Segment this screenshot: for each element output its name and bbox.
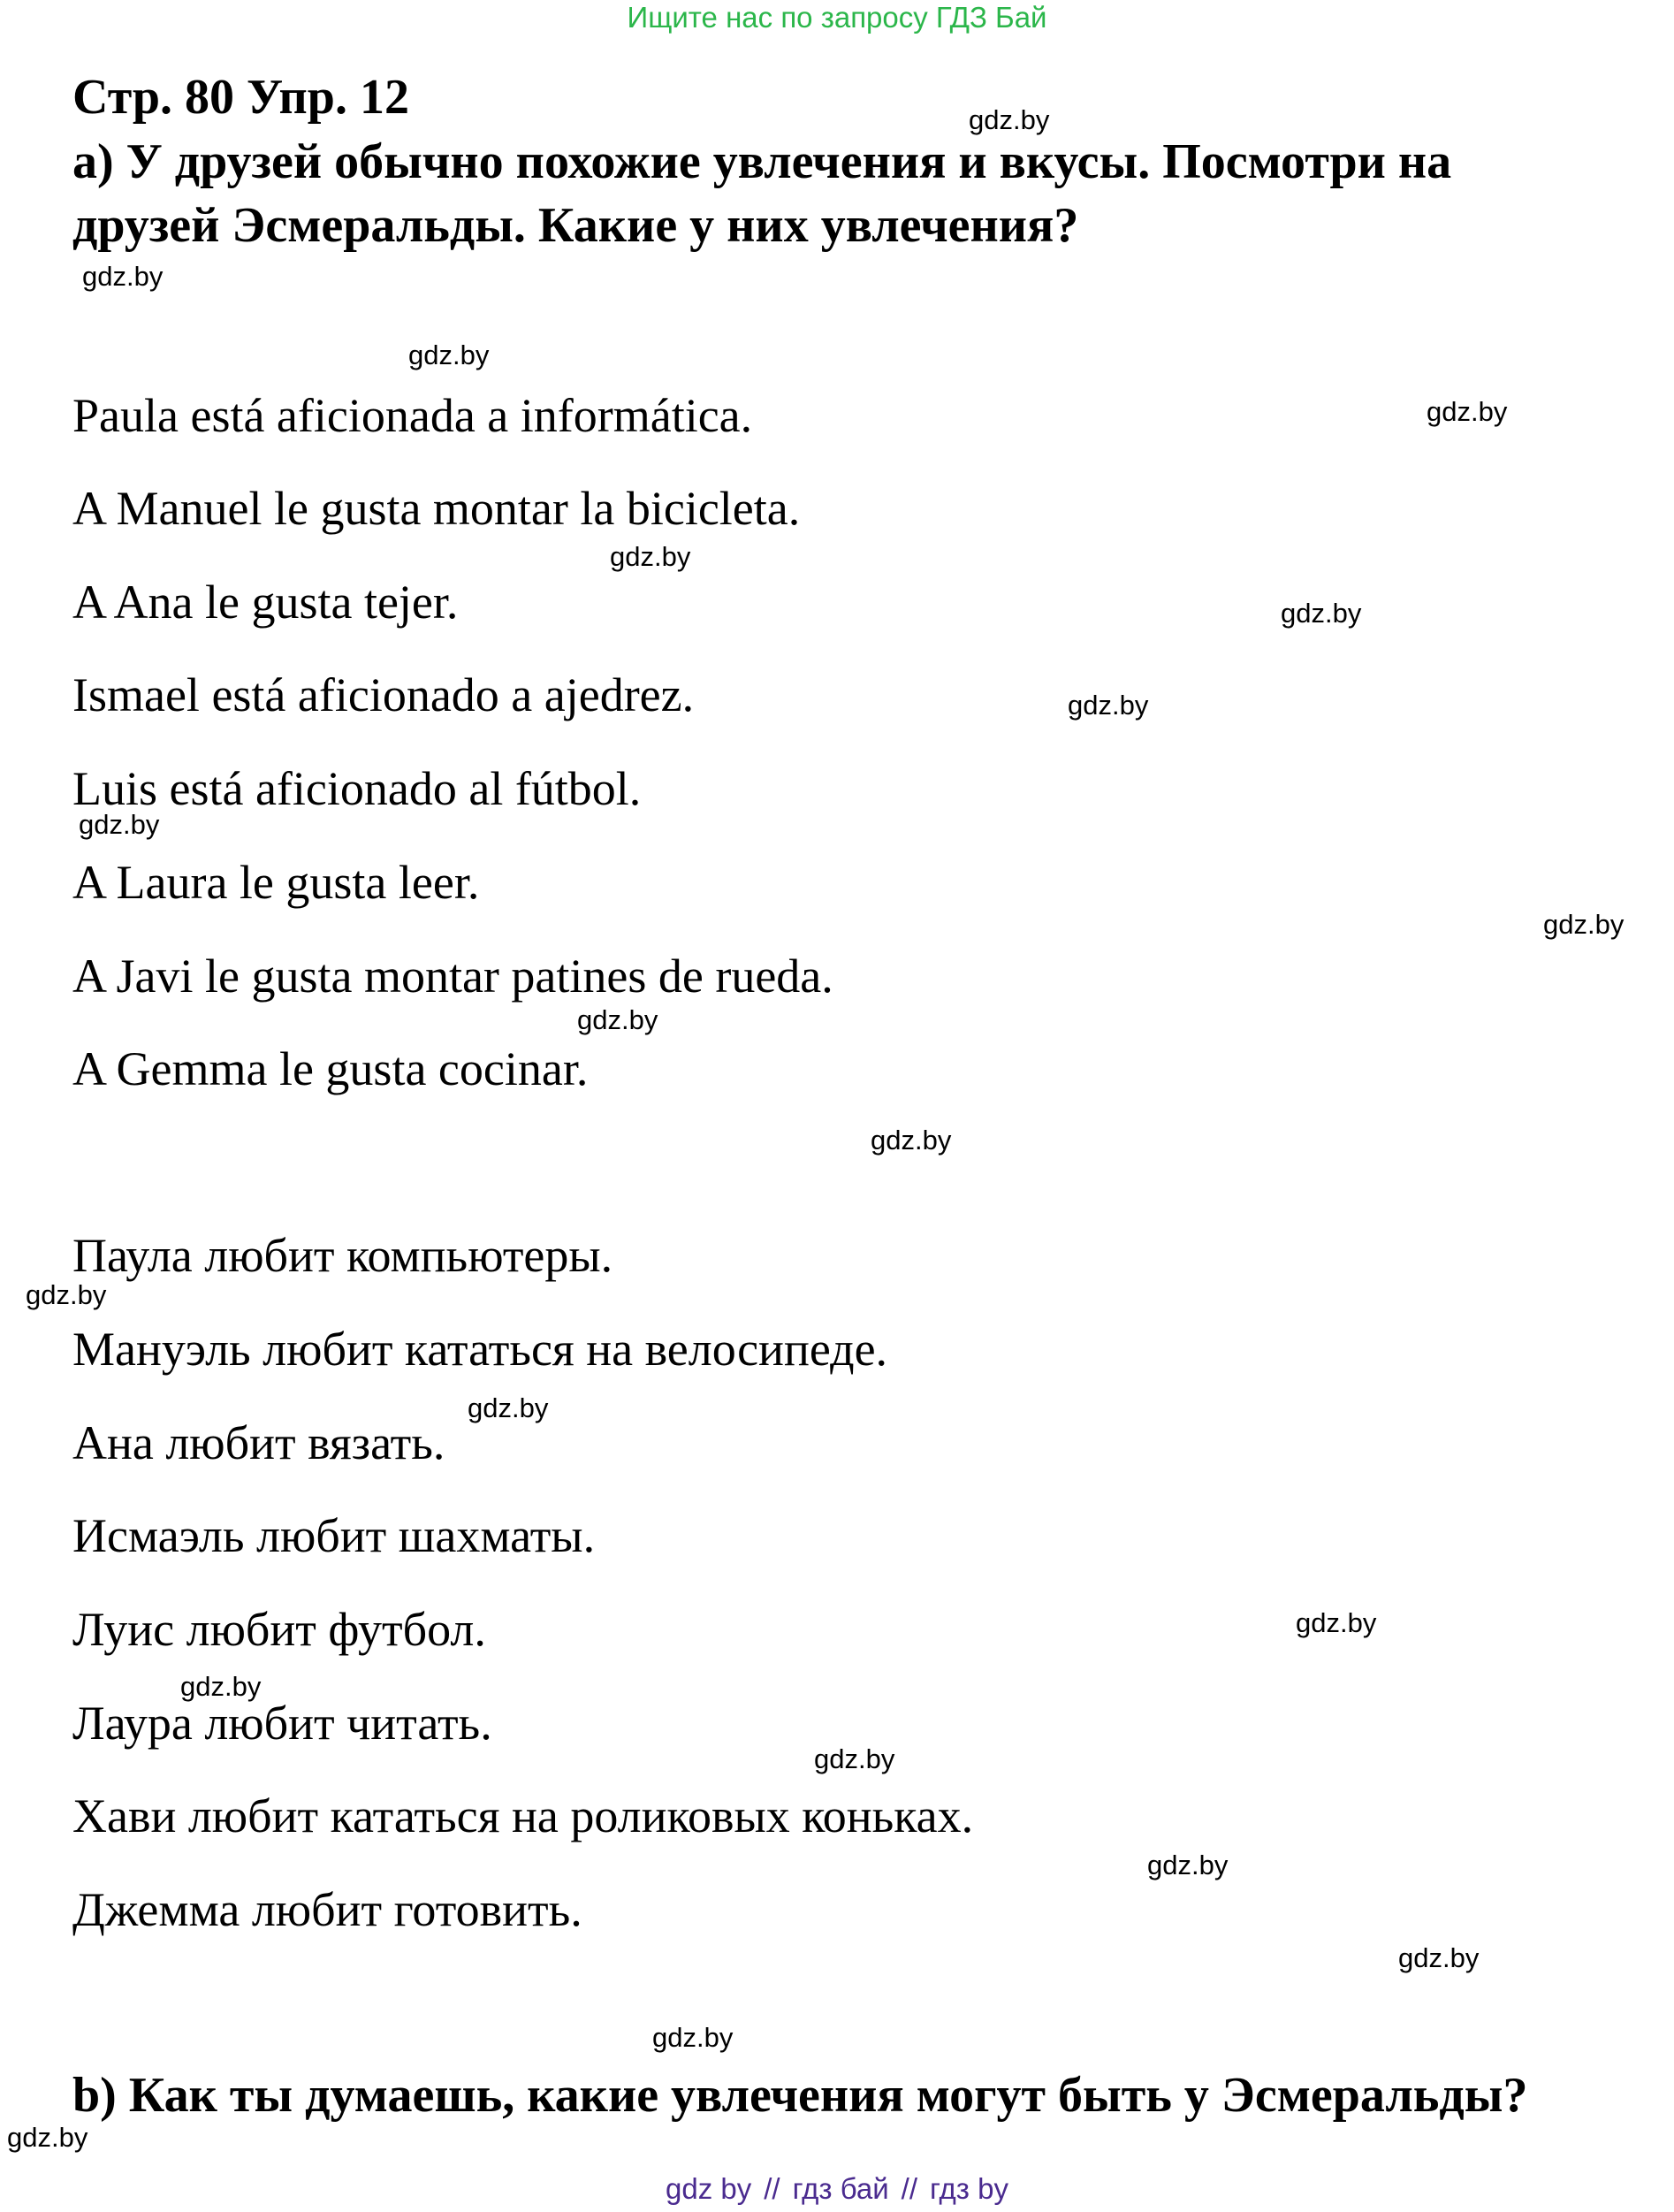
watermark: gdz.by <box>7 2122 88 2153</box>
russian-line: Луис любит футбол. <box>72 1603 486 1656</box>
watermark: gdz.by <box>1427 396 1508 427</box>
watermark: gdz.by <box>1296 1607 1377 1638</box>
russian-line: Лаура любит читать. <box>72 1697 492 1750</box>
spanish-line: A Laura le gusta leer. <box>72 856 480 909</box>
spanish-line: Ismael está aficionado a ajedrez. <box>72 668 695 721</box>
footer-separator: // <box>764 2172 780 2205</box>
spanish-line: A Manuel le gusta montar la bicicleta. <box>72 482 801 535</box>
watermark: gdz.by <box>1281 598 1362 629</box>
watermark: gdz.by <box>871 1125 952 1156</box>
spanish-line: A Javi le gusta montar patines de rueda. <box>72 950 833 1003</box>
watermark: gdz.by <box>26 1279 107 1310</box>
watermark: gdz.by <box>82 261 164 292</box>
watermark: gdz.by <box>468 1392 549 1423</box>
spanish-line: Luis está aficionado al fútbol. <box>72 762 642 815</box>
watermark: gdz.by <box>180 1671 262 1702</box>
search-hint[interactable]: Ищите нас по запросу ГДЗ Бай <box>627 1 1047 34</box>
watermark: gdz.by <box>79 809 160 840</box>
watermark: gdz.by <box>1068 690 1149 721</box>
russian-line: Исмаэль любит шахматы. <box>72 1509 596 1562</box>
spanish-line: Paula está aficionada a informática. <box>72 389 753 442</box>
watermark: gdz.by <box>1398 1942 1480 1973</box>
watermark: gdz.by <box>1147 1850 1229 1880</box>
page-reference: Стр. 80 Упр. 12 <box>72 70 409 125</box>
spanish-line: A Gemma le gusta cocinar. <box>72 1042 589 1095</box>
russian-line: Мануэль любит кататься на велосипеде. <box>72 1323 888 1376</box>
watermark: gdz.by <box>814 1743 895 1774</box>
footer-link-gdz-bai[interactable]: гдз бай <box>792 2172 889 2205</box>
footer-links <box>0 2171 1674 2207</box>
footer-separator: // <box>901 2172 917 2205</box>
watermark: gdz.by <box>1543 909 1625 940</box>
watermark: gdz.by <box>969 104 1050 135</box>
watermark: gdz.by <box>610 541 691 572</box>
task-a-line-2: друзей Эсмеральды. Какие у них увлечения? <box>72 198 1079 253</box>
russian-line: Ана любит вязать. <box>72 1416 445 1469</box>
task-a-line-1: а) У друзей обычно похожие увлечения и вкусы. Посмотри на <box>72 134 1452 189</box>
watermark: gdz.by <box>408 339 490 370</box>
russian-line: Хави любит кататься на роликовых коньках. <box>72 1789 974 1842</box>
footer-link-gdz-by-cyr[interactable]: гдз by <box>930 2172 1008 2205</box>
footer-link-gdz-by[interactable]: gdz by <box>666 2172 752 2205</box>
russian-line: Джемма любит готовить. <box>72 1883 582 1936</box>
watermark: gdz.by <box>577 1004 658 1035</box>
watermark: gdz.by <box>652 2022 734 2053</box>
spanish-line: A Ana le gusta tejer. <box>72 576 459 629</box>
russian-line: Паула любит компьютеры. <box>72 1229 613 1282</box>
task-b: b) Как ты думаешь, какие увлечения могут быть у Эсмеральды? <box>72 2068 1528 2123</box>
